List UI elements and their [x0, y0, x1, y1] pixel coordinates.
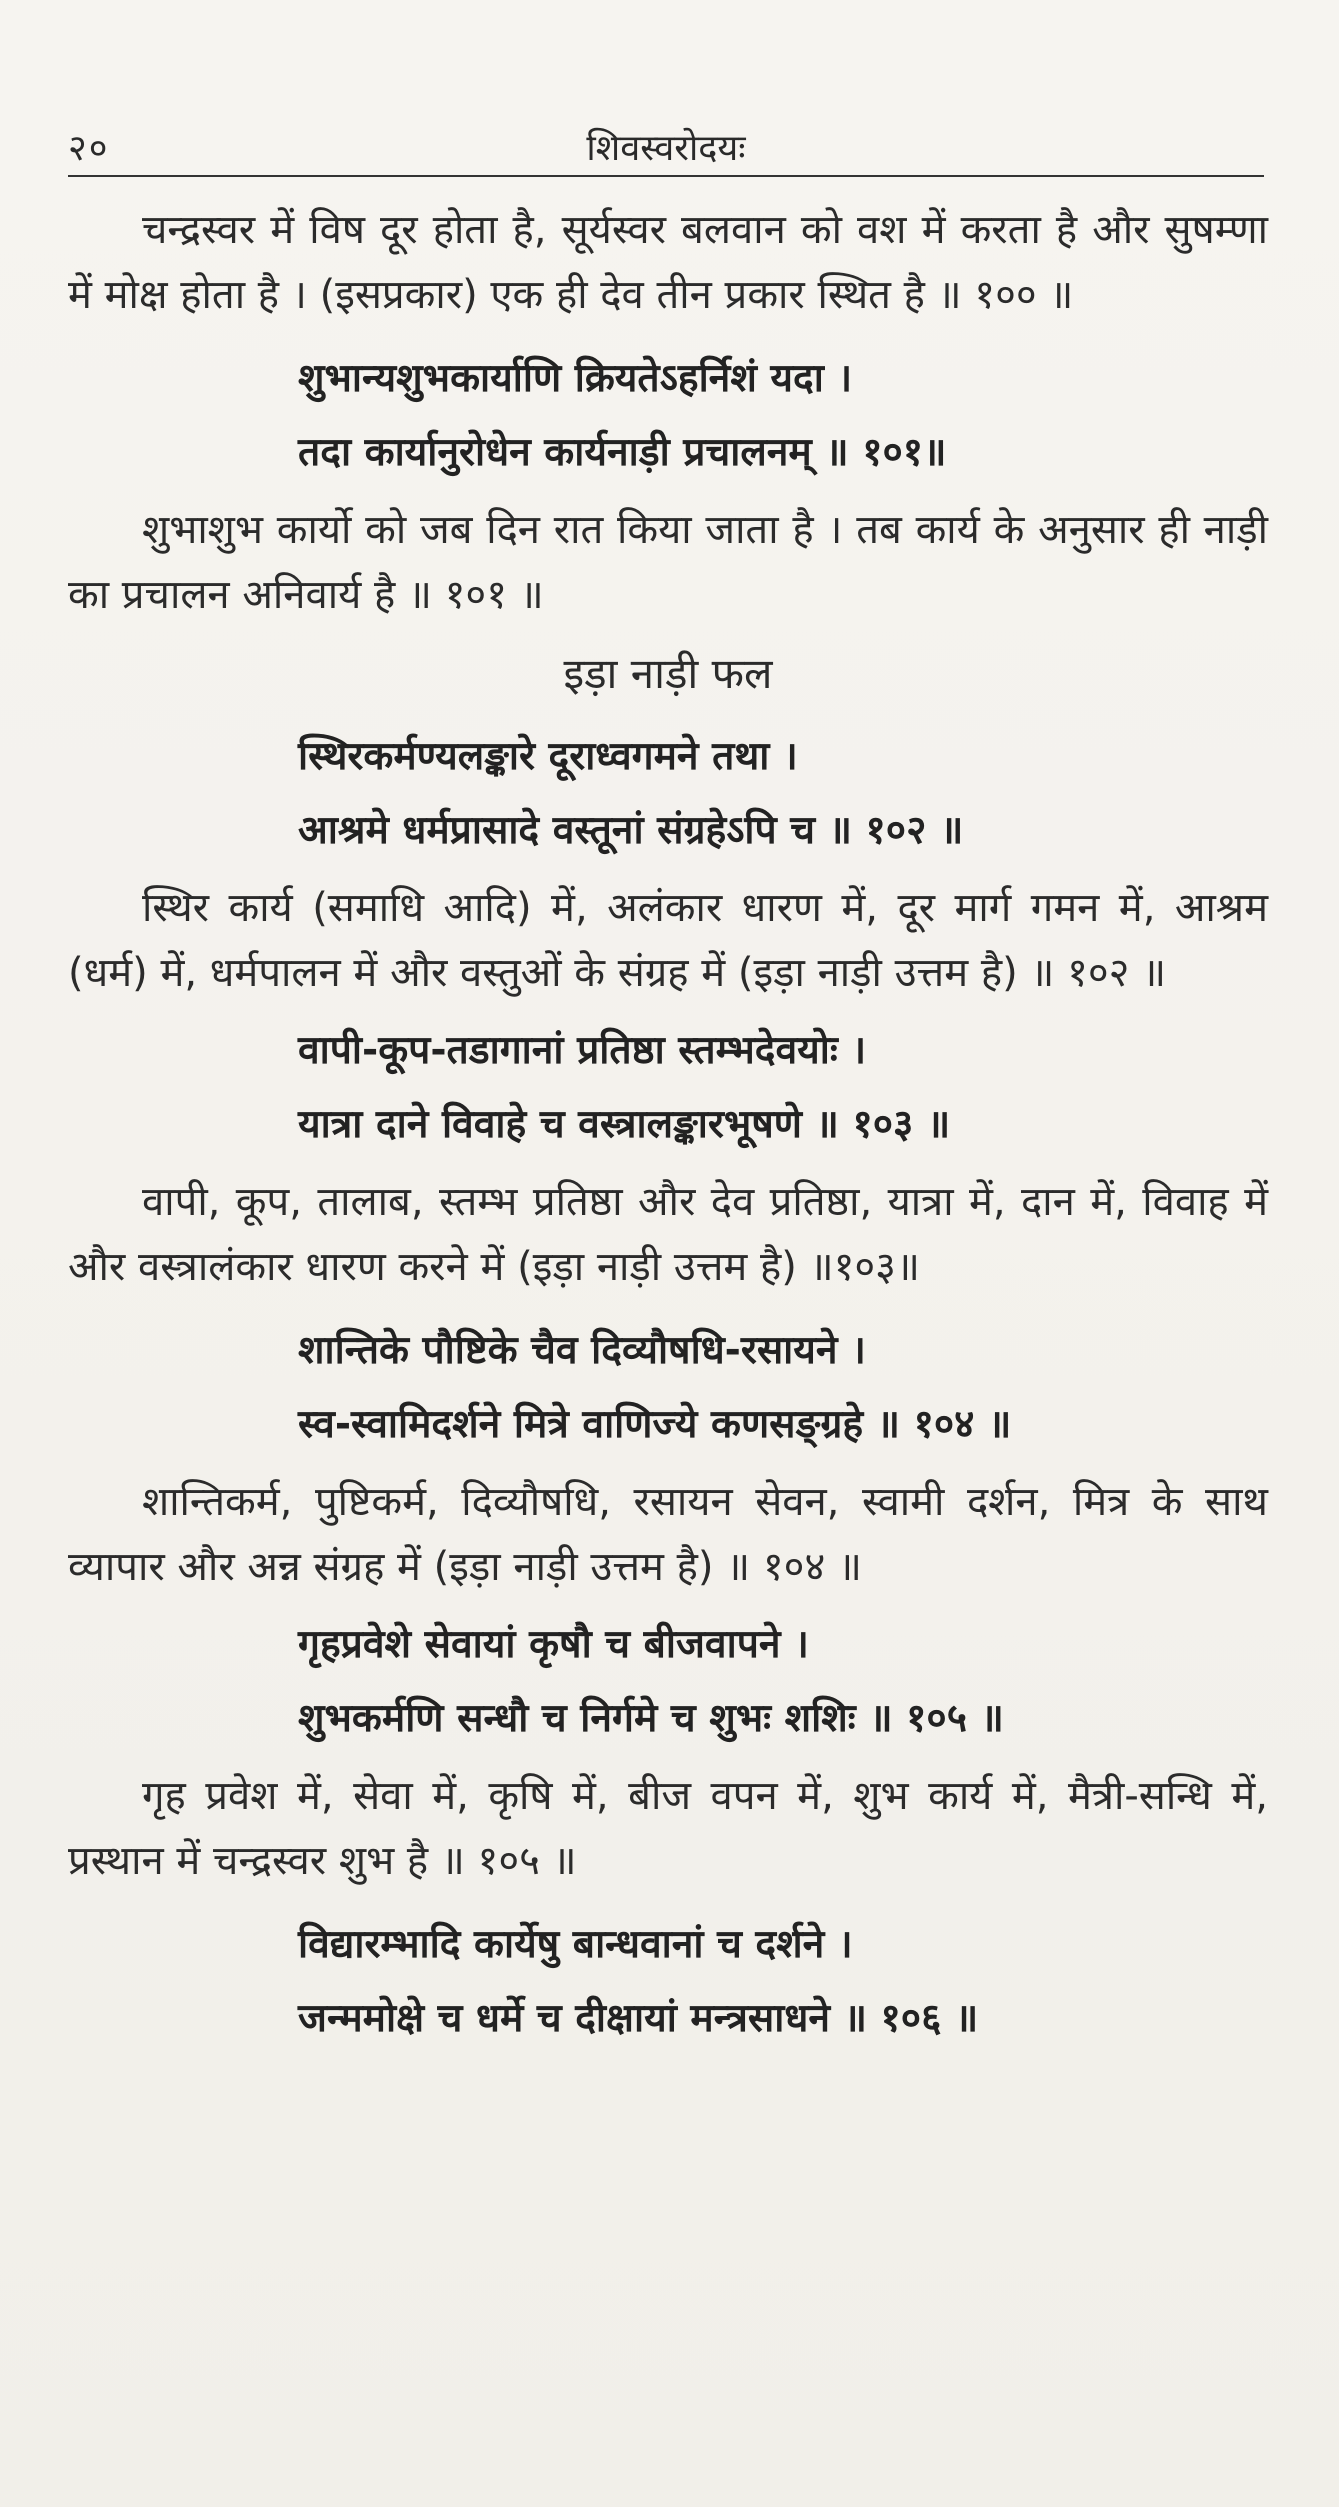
verse-104-line-2: स्व-स्वामिदर्शने मित्रे वाणिज्ये कणसङ्ग्रहे ॥ १०४ ॥ — [298, 1402, 1012, 1447]
verse-103-line-2: यात्रा दाने विवाहे च वस्त्रालङ्कारभूषणे ॥ १०३ ॥ — [298, 1102, 951, 1147]
verse-105-line-1: गृहप्रवेशे सेवायां कृषौ च बीजवापने । — [298, 1622, 809, 1667]
verse-106-line-2: जन्ममोक्षे च धर्मे च दीक्षायां मन्त्रसाधने ॥ १०६ ॥ — [298, 1996, 979, 2041]
page-header — [68, 118, 1264, 178]
translation-103: वापी, कूप, तालाब, स्तम्भ प्रतिष्ठा और देव प्रतिष्ठा, यात्रा में, दान में, विवाह में और वस्त्रालंकार धारण करने में (इड़ा नाड़ी उत्तम है) ॥१०३॥ — [68, 1179, 1268, 1290]
running-title: शिवस्वरोदयः — [586, 128, 746, 169]
header-rule — [68, 175, 1264, 177]
page-number: २० — [68, 128, 110, 169]
verse-104-line-1: शान्तिके पौष्टिके चैव दिव्यौषधि-रसायने । — [298, 1328, 866, 1373]
section-heading: इड़ा नाड़ी फल — [563, 649, 773, 698]
translation-102: स्थिर कार्य (समाधि आदि) में, अलंकार धारण में, दूर मार्ग गमन में, आश्रम (धर्म) में, धर्मपालन में और वस्तुओं के संग्रह में (इड़ा नाड़ी उत्तम है) ॥ १०२ ॥ — [68, 885, 1268, 996]
verse-101-line-1: शुभान्यशुभकार्याणि क्रियतेऽहर्निशं यदा । — [298, 356, 853, 401]
verse-105-line-2: शुभकर्मणि सन्धौ च निर्गमे च शुभः शशिः ॥ १०५ ॥ — [298, 1696, 1004, 1741]
translation-100: चन्द्रस्वर में विष दूर होता है, सूर्यस्वर बलवान को वश में करता है और सुषम्णा में मोक्ष होता है । (इसप्रकार) एक ही देव तीन प्रकार स्थित है ॥ १०० ॥ — [68, 207, 1268, 318]
translation-105: गृह प्रवेश में, सेवा में, कृषि में, बीज वपन में, शुभ कार्य में, मैत्री-सन्धि में, प्रस्थान में चन्द्रस्वर शुभ है ॥ १०५ ॥ — [68, 1773, 1268, 1884]
verse-103-line-1: वापी-कूप-तडागानां प्रतिष्ठा स्तम्भदेवयोः । — [298, 1028, 867, 1073]
verse-102-line-2: आश्रमे धर्मप्रासादे वस्तूनां संग्रहेऽपि च ॥ १०२ ॥ — [298, 808, 964, 853]
translation-104: शान्तिकर्म, पुष्टिकर्म, दिव्यौषधि, रसायन सेवन, स्वामी दर्शन, मित्र के साथ व्यापार और अन्न संग्रह में (इड़ा नाड़ी उत्तम है) ॥ १०४ ॥ — [68, 1479, 1268, 1590]
translation-101: शुभाशुभ कार्यो को जब दिन रात किया जाता है । तब कार्य के अनुसार ही नाड़ी का प्रचालन अनिवार्य है ॥ १०१ ॥ — [68, 507, 1268, 618]
verse-102-line-1: स्थिरकर्मण्यलङ्कारे दूराध्वगमने तथा । — [298, 734, 798, 779]
verse-106-line-1: विद्यारम्भादि कार्येषु बान्धवानां च दर्शने । — [298, 1922, 853, 1967]
verse-101-line-2: तदा कार्यानुरोधेन कार्यनाड़ी प्रचालनम् ॥ १०१॥ — [298, 430, 947, 475]
page-body — [68, 198, 1268, 2056]
